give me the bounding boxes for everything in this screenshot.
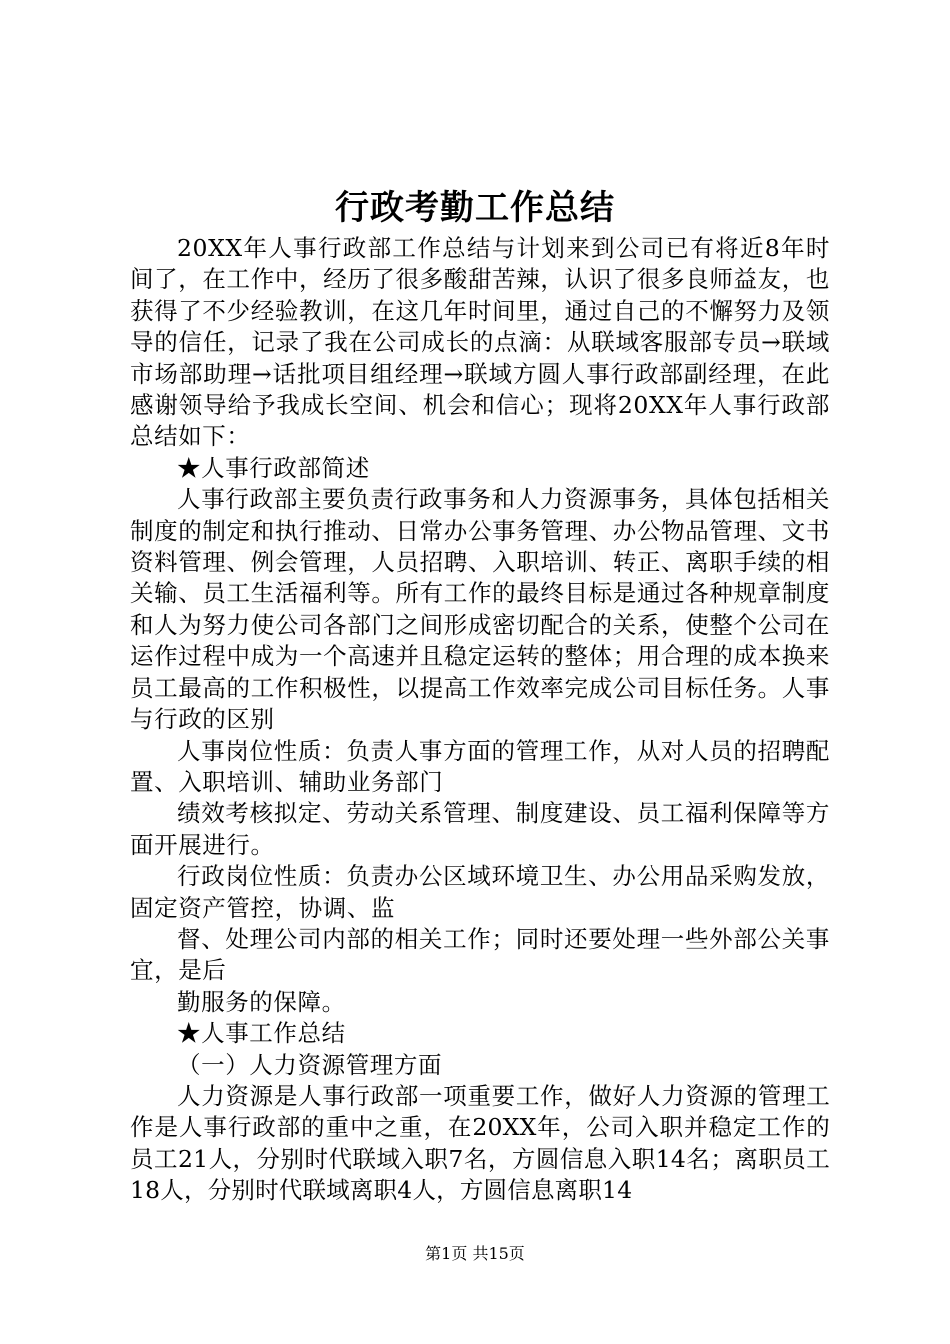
document-body xyxy=(130,233,830,1207)
hr-management-paragraph: 人力资源是人事行政部一项重要工作，做好人力资源的管理工作是人事行政部的重中之重，在20XX年，公司入职并稳定工作的员工21人，分别时代联域入职7名，方圆信息入职14名；离职员工18人，分别时代联域离职4人，方圆信息离职14 xyxy=(130,1081,830,1205)
admin-role-end-paragraph: 勤服务的保障。 xyxy=(177,987,346,1016)
hr-role-paragraph: 人事岗位性质：负责人事方面的管理工作，从对人员的招聘配置、入职培训、辅助业务部门 xyxy=(130,736,830,796)
overview-paragraph: 人事行政部主要负责行政事务和人力资源事务，具体包括相关制度的制定和执行推动、日常办公事务管理、办公物品管理、文书资料管理、例会管理，人员招聘、入职培训、转正、离职手续的相关输、员工生活福利等。所有工作的最终目标是通过各种规章制度和人为努力使公司各部门之间形成密切配合的关系，使整个公司在运作过程中成为一个高速并且稳定运转的整体；用合理的成本换来员工最高的工作积极性，以提高工作效率完成公司目标任务。人事与行政的区别 xyxy=(130,485,830,734)
admin-role-paragraph: 行政岗位性质：负责办公区域环境卫生、办公用品采购发放，固定资产管控，协调、监 xyxy=(130,862,830,922)
section-heading-overview: ★人事行政部简述 xyxy=(177,453,370,482)
subsection-heading-hr-management: （一）人力资源管理方面 xyxy=(177,1050,443,1079)
page-number-footer: 第1页 共15页 xyxy=(425,1244,525,1263)
document-title: 行政考勤工作总结 xyxy=(335,188,615,228)
intro-paragraph: 20XX年人事行政部工作总结与计划来到公司已有将近8年时间了，在工作中，经历了很多酸甜苦辣，认识了很多良师益友，也获得了不少经验教训，在这几年时间里，通过自己的不懈努力及领导的信任，记录了我在公司成长的点滴：从联域客服部专员→联域市场部助理→话批项目组经理→联域方圆人事行政部副经理，在此感谢领导给予我成长空间、机会和信心；现将20XX年人事行政部总结如下： xyxy=(130,234,830,451)
section-heading-hr-summary: ★人事工作总结 xyxy=(177,1019,346,1048)
hr-role-continued-paragraph: 绩效考核拟定、劳动关系管理、制度建设、员工福利保障等方面开展进行。 xyxy=(130,799,830,859)
admin-role-continued-paragraph: 督、处理公司内部的相关工作；同时还要处理一些外部公关事宜，是后 xyxy=(130,924,830,985)
